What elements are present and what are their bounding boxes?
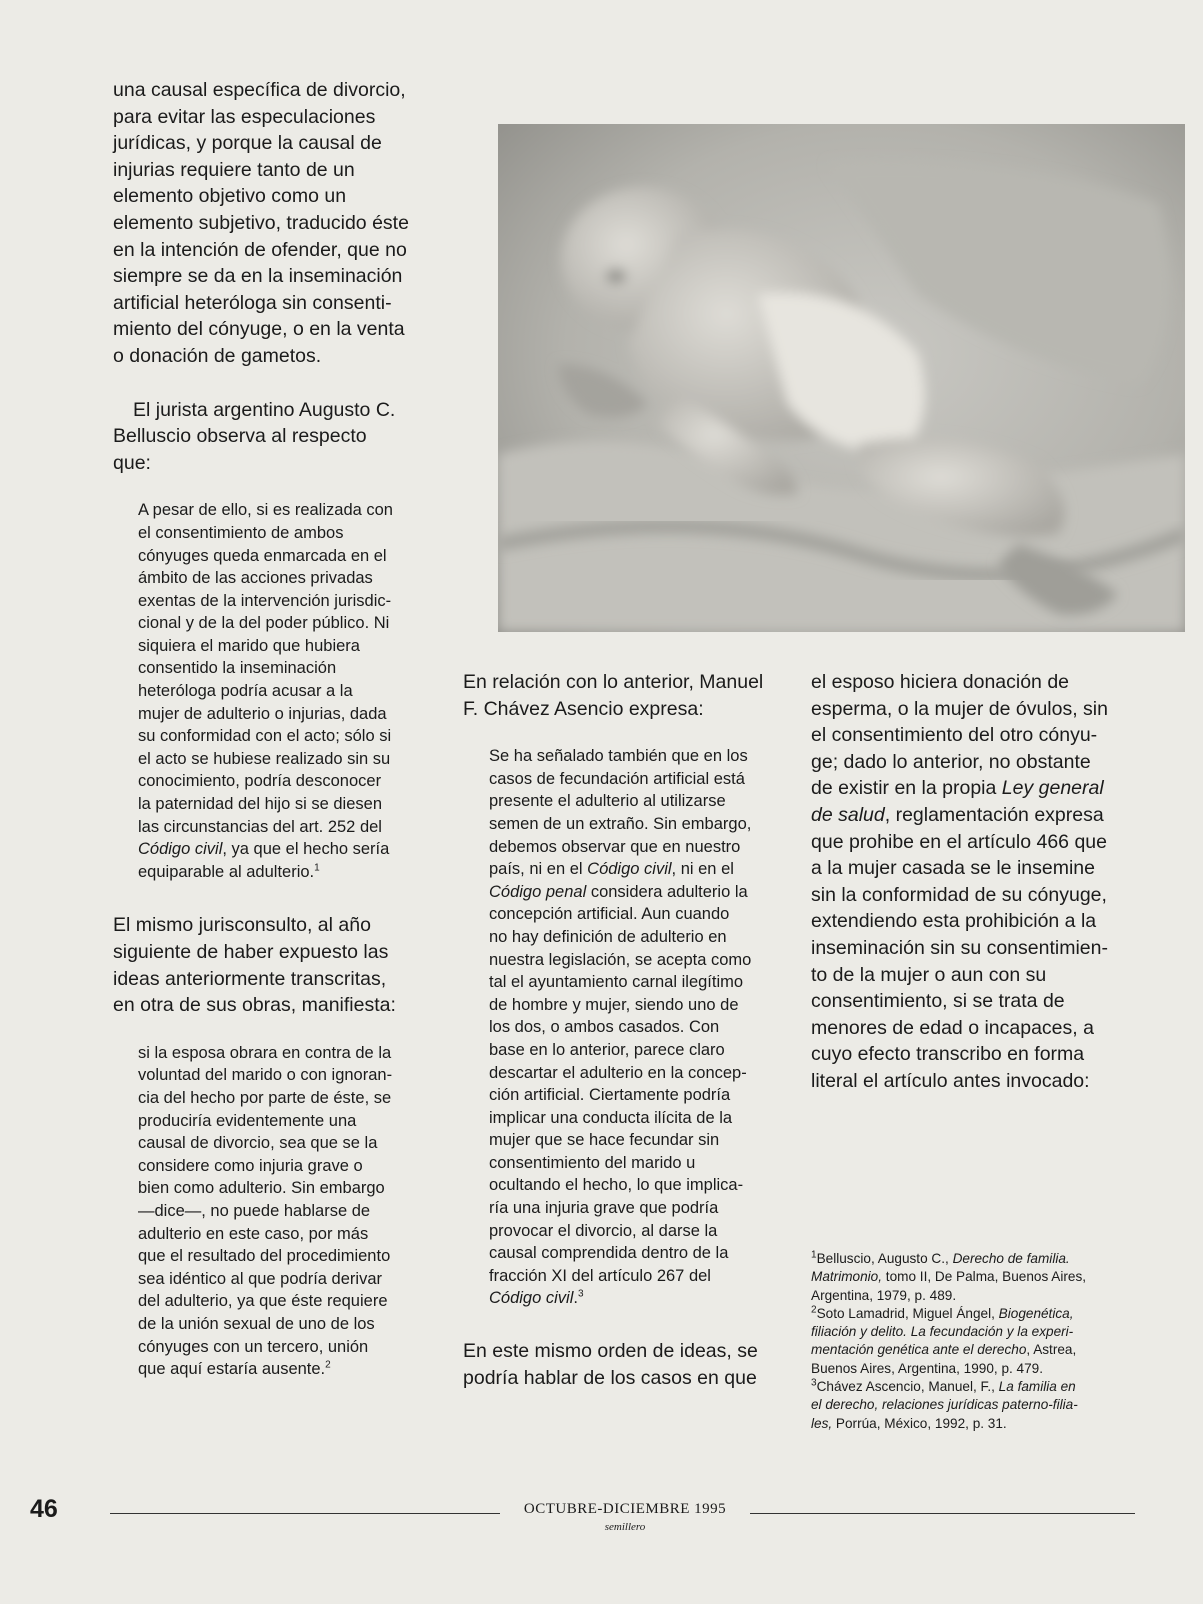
footnote-3: $^3$Chávez Ascencio, Manuel, F., La familia en el derecho, relaciones jurídicas paterno-filia- les, Porrúa, México, 1992, p. 31. [811, 1377, 1078, 1431]
quote-line: implicar una conducta ilícita de la [489, 1108, 733, 1127]
text-line: ge; dado lo anterior, no obstante [811, 750, 1091, 773]
text-line: el consentimiento del otro cónyu- [811, 724, 1098, 747]
baby-photo [498, 124, 1185, 632]
text-line: elemento objetivo como un [113, 185, 347, 208]
text-line: esperma, o la mujer de óvulos, sin [811, 697, 1108, 720]
quote-line: cónyuges con un tercero, unión [138, 1337, 369, 1356]
text-line: elemento subjetivo, traducido éste [113, 211, 409, 234]
text-line: siguiente de haber expuesto las [113, 941, 389, 963]
text-line: que: [113, 451, 151, 474]
paragraph-ley-general-line: de existir en la propia Ley general [811, 777, 1104, 800]
text-line: injurias requiere tanto de un [113, 158, 355, 181]
quote-line: conocimiento, podría desconocer [138, 772, 382, 791]
text-line: Belluscio observa al respecto [113, 425, 367, 448]
quote-belluscio-line-16: Código civil, ya que el hecho sería [138, 840, 390, 859]
text-line: F. Chávez Asencio expresa: [463, 697, 704, 720]
footer-rule-right [750, 1513, 1135, 1514]
text-line: ideas anteriormente transcritas, [113, 967, 387, 990]
text-line: inseminación sin su consentimien- [811, 936, 1108, 959]
text-line: consentimiento, si se trata de [811, 990, 1065, 1013]
quote-line: base en lo anterior, parece claro [489, 1040, 725, 1059]
quote-line: consentimiento del marido u [489, 1153, 696, 1172]
quote-line: ámbito de las acciones privadas [138, 569, 373, 588]
text-line: jurídicas, y porque la causal de [113, 132, 382, 155]
footer-rule-left [110, 1513, 500, 1514]
quote-chavez-part-1 [489, 745, 793, 858]
quote-line: —dice—, no puede hablarse de [138, 1201, 371, 1220]
quote-line: nuestra legislación, se acepta como [489, 950, 752, 969]
quote-line: de hombre y mujer, siendo uno de [489, 995, 739, 1014]
quote-line: no hay definición de adulterio en [489, 927, 727, 946]
quote-line: del adulterio, ya que éste requiere [138, 1292, 388, 1311]
text-line: to de la mujer o aun con su [811, 963, 1047, 986]
quote-line: concepción artificial. Aun cuando [489, 905, 730, 924]
right-column [811, 669, 1156, 1095]
footnote-ref-3: 3 [577, 1288, 584, 1300]
quote-line: el acto se hubiese realizado sin su [138, 749, 391, 768]
quote-line: Se ha señalado también que en los [489, 747, 748, 766]
quote-line: causal comprendida dentro de la [489, 1244, 729, 1263]
quote-line: descartar el adulterio en la concep- [489, 1063, 747, 1082]
quote-line: siquiera el marido que hubiera [138, 636, 360, 655]
quote-line: semen de un extraño. Sin embargo, [489, 814, 752, 833]
quote-chavez-line-6: país, ni en el Código civil, ni en el [489, 860, 734, 879]
quote-line: su conformidad con el acto; sólo si [138, 727, 392, 746]
quote-line: cia del hecho por parte de éste, se [138, 1088, 392, 1107]
quote-line: fracción XI del artículo 267 del [489, 1266, 711, 1285]
page-number: 46 [30, 1495, 58, 1523]
text-line: siempre se da en la inseminación [113, 265, 403, 288]
text-line: cuyo efecto transcribo en forma [811, 1043, 1085, 1066]
text-line: o donación de gametos. [113, 344, 322, 367]
quote-line: adulterio en este caso, por más [138, 1224, 369, 1243]
text-line: en otra de sus obras, manifiesta: [113, 994, 396, 1017]
quote-jurisconsulto-last: que aquí estaría ausente.$^2$ [138, 1359, 331, 1379]
quote-line: la paternidad del hijo si se diesen [138, 795, 382, 814]
footnote-2: $^2$Soto Lamadrid, Miguel Ángel, Biogenética, filiación y delito. La fecundación y la experi- mentación genética ante el derecho, Astrea, Buenos Aires, Argentina, 1990, p. 479. [811, 1304, 1077, 1376]
paragraph-articulo-466 [811, 829, 1156, 1095]
quote-line: ción artificial. Ciertamente podría [489, 1086, 731, 1105]
text-line: en la intención de ofender, que no [113, 238, 407, 261]
paragraph-jurisconsulto [113, 912, 438, 1018]
quote-line: casos de fecundación artificial está [489, 769, 745, 788]
text-line: podría hablar de los casos en que [463, 1366, 757, 1389]
paragraph-esposo-donacion [811, 669, 1156, 775]
quote-line: tal el ayuntamiento carnal ilegítimo [489, 973, 744, 992]
text-line: El mismo jurisconsulto, al año [113, 914, 371, 937]
text-line: extendiendo esta prohibición a la [811, 910, 1097, 933]
magazine-name: semillero [604, 1521, 646, 1533]
quote-line: debemos observar que en nuestro [489, 837, 741, 856]
quote-jurisconsulto [138, 1042, 438, 1358]
paragraph-chavez-intro [463, 669, 793, 722]
text-line: En este mismo orden de ideas, se [463, 1340, 758, 1363]
text-line: que prohibe en el artículo 466 que [811, 830, 1107, 853]
left-column [113, 77, 438, 1381]
quote-line: que el resultado del procedimiento [138, 1247, 391, 1266]
quote-line: mujer que se hace fecundar sin [489, 1131, 720, 1150]
text-line: a la mujer casada se le insemine [811, 857, 1095, 880]
text-line: artificial heteróloga sin consenti- [113, 291, 392, 314]
quote-line: las circunstancias del art. 252 del [138, 817, 382, 836]
quote-line: ría una injuria grave que podría [489, 1199, 719, 1218]
quote-line: sea idéntico al que podría derivar [138, 1269, 382, 1288]
quote-line: exentas de la intervención jurisdic- [138, 591, 392, 610]
quote-line: si la esposa obrara en contra de la [138, 1043, 392, 1062]
quote-line: consentido la inseminación [138, 659, 337, 678]
text-line: una causal específica de divorcio, [113, 79, 406, 101]
text-line: miento del cónyuge, o en la venta [113, 318, 405, 341]
quote-belluscio [138, 499, 438, 838]
quote-line: voluntad del marido o con ignoran- [138, 1066, 393, 1085]
quote-chavez-line-7: Código penal considera adulterio la [489, 882, 748, 901]
quote-line: considere como injuria grave o [138, 1156, 363, 1175]
quote-belluscio-line-17: equiparable al adulterio.$^1$ [138, 862, 320, 881]
quote-line: cónyuges queda enmarcada en el [138, 546, 387, 565]
quote-line: ocultando el hecho, lo que implica- [489, 1176, 744, 1195]
quote-line: mujer de adulterio o injurias, dada [138, 704, 387, 723]
quote-line: el consentimiento de ambos [138, 523, 344, 542]
quote-line: bien como adulterio. Sin embargo [138, 1179, 385, 1198]
quote-chavez-part-2 [489, 903, 793, 1287]
middle-column [463, 669, 793, 1391]
issue-date: OCTUBRE-DICIEMBRE 1995 [523, 1501, 727, 1517]
text-line: En relación con lo anterior, Manuel [463, 671, 764, 693]
footnote-1: $^1$Belluscio, Augusto C., Derecho de familia. Matrimonio, tomo II, De Palma, Buenos Aires, Argentina, 1979, p. 489. [811, 1249, 1087, 1303]
quote-line: de la unión sexual de uno de los [138, 1314, 375, 1333]
quote-line: los dos, o ambos casados. Con [489, 1018, 720, 1037]
quote-line: A pesar de ello, si es realizada con [138, 501, 393, 520]
quote-line: causal de divorcio, sea que se la [138, 1134, 378, 1153]
footnote-ref-2: 2 [325, 1359, 331, 1371]
quote-line: cional y de la del poder público. Ni [138, 614, 390, 633]
text-line: para evitar las especulaciones [113, 105, 376, 128]
text-line: literal el artículo antes invocado: [811, 1069, 1090, 1092]
quote-chavez-last: Código civil.$^3$ [489, 1288, 584, 1308]
footnote-ref-1: 1 [314, 862, 320, 874]
quote-line: presente el adulterio al utilizarse [489, 792, 726, 811]
paragraph-de-salud-line: de salud, reglamentación expresa [811, 803, 1104, 826]
text-line: sin la conformidad de su cónyuge, [811, 883, 1107, 906]
text-line: el esposo hiciera donación de [811, 671, 1070, 693]
quote-line: heteróloga podría acusar a la [138, 682, 353, 701]
quote-line: produciría evidentemente una [138, 1111, 357, 1130]
baby-photo-illustration [498, 124, 1185, 632]
text-line: menores de edad o incapaces, a [811, 1016, 1094, 1039]
footnotes [811, 1250, 1146, 1433]
paragraph-belluscio-intro [113, 397, 438, 477]
quote-line: provocar el divorcio, al darse la [489, 1221, 718, 1240]
text-line: El jurista argentino Augusto C. [133, 398, 396, 421]
paragraph-mismo-orden [463, 1338, 793, 1391]
paragraph-causal-divorcio [113, 77, 438, 370]
